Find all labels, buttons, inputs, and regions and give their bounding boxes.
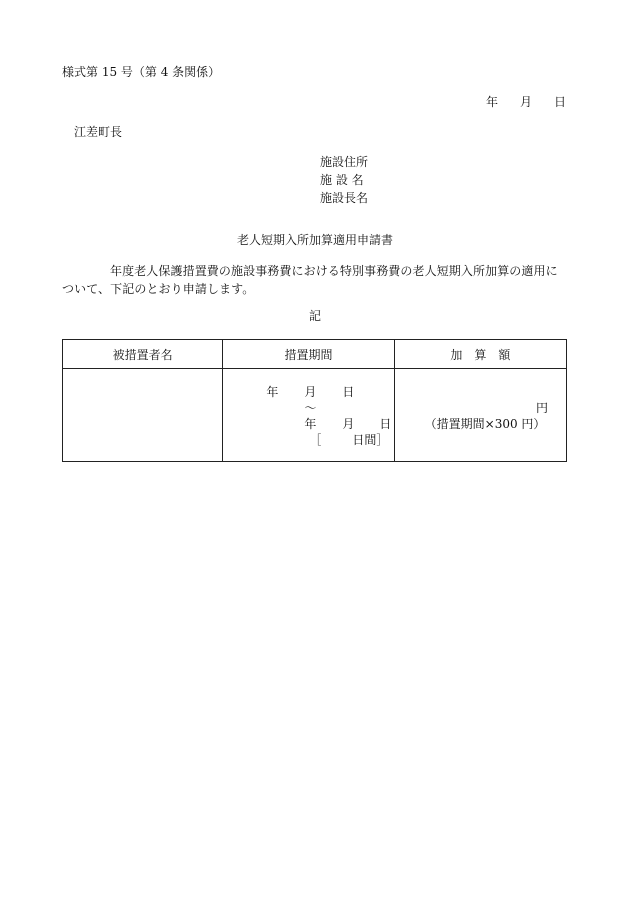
date-line <box>486 96 566 108</box>
date-year: 年 <box>485 95 498 109</box>
header-recipient-name: 被措置者名 <box>63 340 223 369</box>
period-tilde: ～ <box>304 401 317 415</box>
date-day: 日 <box>553 95 566 109</box>
period-start-day: 日 <box>342 385 355 399</box>
header-period: 措置期間 <box>223 340 394 369</box>
period-days-open: ［ <box>309 433 322 447</box>
period-end-year: 年 <box>304 417 317 431</box>
addressee: 江差町長 <box>74 125 123 139</box>
table-row <box>63 369 567 462</box>
period-end-month: 月 <box>342 417 355 431</box>
ki-heading: 記 <box>308 309 321 323</box>
facility-address-label: 施設住所 <box>320 155 369 169</box>
amount-unit: 円 <box>535 401 548 415</box>
date-month: 月 <box>519 95 532 109</box>
application-table <box>62 339 567 462</box>
period-days-close: 日間］ <box>352 433 389 447</box>
period-cell[interactable] <box>223 369 394 462</box>
period-start-month: 月 <box>304 385 317 399</box>
amount-cell[interactable] <box>394 369 566 462</box>
header-amount: 加 算 額 <box>394 340 566 369</box>
document-title: 老人短期入所加算適用申請書 <box>236 233 393 247</box>
form-number: 様式第 15 号（第 4 条関係） <box>62 65 221 79</box>
recipient-name-cell[interactable] <box>63 369 223 462</box>
facility-director-label: 施設長名 <box>320 191 369 205</box>
body-text: 年度老人保護措置費の施設事務費における特別事務費の老人短期入所加算の適用について、下記のとおり申請します。 <box>62 264 558 296</box>
amount-note: （措置期間×300 円） <box>424 417 546 431</box>
period-start-year: 年 <box>266 385 279 399</box>
table-header-row <box>63 340 567 369</box>
period-end-day: 日 <box>379 417 392 431</box>
facility-name-label: 施 設 名 <box>320 173 364 187</box>
